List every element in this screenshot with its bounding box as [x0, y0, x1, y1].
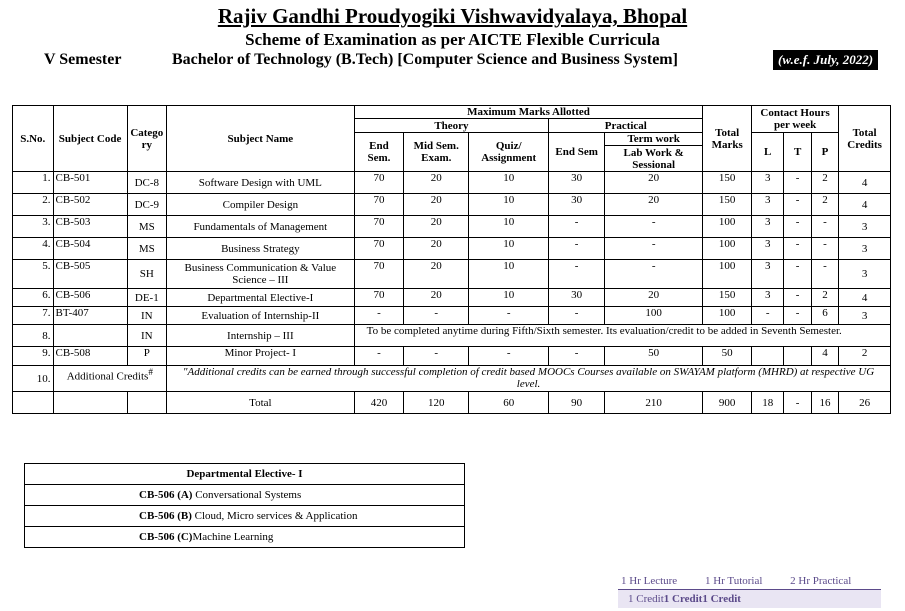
cell-quiz: 10 [469, 238, 549, 260]
cell-end-sem: 70 [354, 194, 404, 216]
legend-lecture: 1 Hr Lecture [621, 575, 678, 587]
cell-end-sem: - [354, 307, 404, 325]
wef-badge: (w.e.f. July, 2022) [773, 50, 878, 70]
cell-category: IN [127, 325, 167, 347]
cell-mid-sem: 20 [404, 260, 469, 289]
table-row [13, 194, 891, 216]
col-sno: S.No. [13, 106, 54, 172]
col-theory: Theory [354, 119, 549, 133]
elective-name: Cloud, Micro services & Application [191, 510, 358, 522]
cell-t: - [784, 307, 811, 325]
university-title: Rajiv Gandhi Proudyogiki Vishwavidyalaya, Bhopal [217, 4, 688, 28]
cell-p: 2 [811, 289, 838, 307]
cell-credits: 4 [839, 194, 891, 216]
cell-credits: 4 [839, 289, 891, 307]
cell-total-marks: 100 [703, 238, 752, 260]
cell-category: P [127, 347, 167, 366]
cell-code: CB-506 [53, 289, 127, 307]
additional-credits-text: Additional Credits [66, 370, 149, 383]
cell-t [784, 347, 811, 366]
table-row [13, 289, 891, 307]
total-practical-end-sem: 90 [549, 392, 605, 414]
cell-sno: 5. [13, 260, 54, 289]
cell-end-sem: 70 [354, 172, 404, 194]
cell-quiz: 10 [469, 260, 549, 289]
cell-lab-work: 50 [605, 347, 703, 366]
cell-p: 4 [811, 347, 838, 366]
cell-t: - [784, 216, 811, 238]
cell-l: 3 [752, 172, 784, 194]
cell-practical-end-sem: - [549, 347, 605, 366]
cell-end-sem: 70 [354, 289, 404, 307]
internship-note: To be completed anytime during Fifth/Sixth semester. Its evaluation/credit to be added in Seventh Semester. [354, 325, 890, 347]
col-mid-sem: Mid Sem. Exam. [404, 133, 469, 172]
cell-category: SH [127, 260, 167, 289]
cell-quiz: 10 [469, 194, 549, 216]
cell-total-marks: 150 [703, 172, 752, 194]
col-subject-name: Subject Name [167, 106, 355, 172]
cell-quiz: 10 [469, 289, 549, 307]
cell-l: 3 [752, 194, 784, 216]
col-contact-hours: Contact Hours per week [752, 106, 839, 133]
cell-p: 2 [811, 194, 838, 216]
col-category: Catego ry [127, 106, 167, 172]
cell-code: CB-503 [53, 216, 127, 238]
table-row [13, 307, 891, 325]
cell-total-marks: 100 [703, 216, 752, 238]
cell-l: 3 [752, 216, 784, 238]
cell-p: - [811, 216, 838, 238]
cell-practical-end-sem: - [549, 216, 605, 238]
cell-end-sem: 70 [354, 216, 404, 238]
cell-sno: 8. [13, 325, 54, 347]
cell-subject-name: Compiler Design [167, 194, 355, 216]
cell-subject-name: Evaluation of Internship-II [167, 307, 355, 325]
scheme-title: Scheme of Examination as per AICTE Flexible Curricula [245, 30, 660, 49]
col-code: Subject Code [53, 106, 127, 172]
col-practical: Practical [549, 119, 703, 133]
credit-legend [618, 575, 881, 610]
cell-credits: 4 [839, 172, 891, 194]
table-row [13, 216, 891, 238]
cell-category: MS [127, 216, 167, 238]
cell-subject-name: Software Design with UML [167, 172, 355, 194]
subject-rows [13, 172, 891, 325]
cell-practical-end-sem: 30 [549, 172, 605, 194]
cell-total-marks: 50 [703, 347, 752, 366]
cell-quiz: 10 [469, 216, 549, 238]
cell-t: - [784, 260, 811, 289]
cell-end-sem: 70 [354, 260, 404, 289]
col-quiz: Quiz/ Assignment [469, 133, 549, 172]
legend-practical: 2 Hr Practical [790, 575, 852, 587]
cell-p: - [811, 260, 838, 289]
cell-lab-work: 20 [605, 289, 703, 307]
cell-lab-work: - [605, 216, 703, 238]
cell-sno: 3. [13, 216, 54, 238]
cell-practical-end-sem: - [549, 307, 605, 325]
legend-credit-1: 1 Credit [628, 593, 664, 605]
cell-l: - [752, 307, 784, 325]
cell-practical-end-sem: 30 [549, 194, 605, 216]
col-t: T [784, 133, 811, 172]
cell-subject-name: Departmental Elective-I [167, 289, 355, 307]
cell-mid-sem: 20 [404, 289, 469, 307]
cell-total-marks: 100 [703, 307, 752, 325]
col-total-credits: Total Credits [839, 106, 891, 172]
cell-code: CB-502 [53, 194, 127, 216]
total-label: Total [167, 392, 355, 414]
table-row [13, 238, 891, 260]
cell-credits: 2 [839, 347, 891, 366]
total-marks: 900 [703, 392, 752, 414]
cell-sno: 2. [13, 194, 54, 216]
cell-mid-sem: 20 [404, 172, 469, 194]
cell-sno: 9. [13, 347, 54, 366]
cell-code [53, 325, 127, 347]
cell-lab-work: 20 [605, 172, 703, 194]
cell-end-sem: - [354, 347, 404, 366]
col-total-marks: Total Marks [703, 106, 752, 172]
total-t: - [784, 392, 811, 414]
total-quiz: 60 [469, 392, 549, 414]
cell-subject-name: Minor Project- I [167, 347, 355, 366]
cell-code: CB-508 [53, 347, 127, 366]
semester-label: V Semester [44, 51, 122, 68]
cell-code: CB-504 [53, 238, 127, 260]
cell-empty [53, 392, 127, 414]
total-l: 18 [752, 392, 784, 414]
cell-end-sem: 70 [354, 238, 404, 260]
cell-t: - [784, 289, 811, 307]
elective-name: Conversational Systems [192, 489, 302, 501]
cell-t: - [784, 238, 811, 260]
cell-lab-work: 100 [605, 307, 703, 325]
cell-category: DE-1 [127, 289, 167, 307]
cell-mid-sem: 20 [404, 238, 469, 260]
cell-sno: 7. [13, 307, 54, 325]
total-lab-work: 210 [605, 392, 703, 414]
cell-lab-work: - [605, 260, 703, 289]
cell-practical-end-sem: - [549, 238, 605, 260]
cell-code: BT-407 [53, 307, 127, 325]
table-row-minor-project [13, 347, 891, 366]
legend-credit-3: 1 Credit [702, 593, 741, 605]
cell-p: 6 [811, 307, 838, 325]
col-term-work: Term work [605, 133, 703, 146]
cell-category: MS [127, 238, 167, 260]
cell-practical-end-sem: - [549, 260, 605, 289]
cell-p: 2 [811, 172, 838, 194]
cell-total-marks: 100 [703, 260, 752, 289]
cell-empty [13, 392, 54, 414]
table-row [13, 260, 891, 289]
cell-total-marks: 150 [703, 194, 752, 216]
cell-subject-name: Internship – III [167, 325, 355, 347]
additional-credits-label [53, 366, 167, 392]
cell-category: IN [127, 307, 167, 325]
col-max-marks: Maximum Marks Allotted [354, 106, 703, 119]
cell-empty [127, 392, 167, 414]
cell-code: CB-505 [53, 260, 127, 289]
cell-mid-sem: 20 [404, 194, 469, 216]
scheme-table [12, 105, 891, 414]
elective-item [25, 527, 465, 548]
elective-title: Departmental Elective- I [25, 464, 465, 485]
elective-code: CB-506 (B) [139, 510, 192, 522]
table-row-additional-credits [13, 366, 891, 392]
col-lab-work: Lab Work & Sessional [605, 146, 703, 172]
cell-category: DC-9 [127, 194, 167, 216]
cell-lab-work: 20 [605, 194, 703, 216]
col-l: L [752, 133, 784, 172]
elective-item [25, 485, 465, 506]
cell-sno: 1. [13, 172, 54, 194]
cell-credits: 3 [839, 238, 891, 260]
elective-table [24, 463, 465, 548]
cell-credits: 3 [839, 260, 891, 289]
elective-name: Machine Learning [192, 531, 274, 543]
col-practical-end-sem: End Sem [549, 133, 605, 172]
table-row [13, 172, 891, 194]
legend-tutorial: 1 Hr Tutorial [704, 575, 763, 587]
cell-lab-work: - [605, 238, 703, 260]
total-p: 16 [811, 392, 838, 414]
cell-quiz: - [469, 347, 549, 366]
cell-subject-name: Business Strategy [167, 238, 355, 260]
legend-credit-2: 1 Credit [663, 593, 703, 605]
table-row-internship [13, 325, 891, 347]
cell-mid-sem: 20 [404, 216, 469, 238]
cell-l: 3 [752, 260, 784, 289]
cell-p: - [811, 238, 838, 260]
total-credits: 26 [839, 392, 891, 414]
cell-l: 3 [752, 238, 784, 260]
cell-sno: 6. [13, 289, 54, 307]
cell-quiz: 10 [469, 172, 549, 194]
cell-l [752, 347, 784, 366]
col-p: P [811, 133, 838, 172]
cell-category: DC-8 [127, 172, 167, 194]
cell-mid-sem: - [404, 347, 469, 366]
cell-sno: 4. [13, 238, 54, 260]
table-row-total [13, 392, 891, 414]
total-mid-sem: 120 [404, 392, 469, 414]
cell-quiz: - [469, 307, 549, 325]
total-end-sem: 420 [354, 392, 404, 414]
cell-t: - [784, 194, 811, 216]
cell-subject-name: Business Communication & Value Science – III [167, 260, 355, 289]
cell-l: 3 [752, 289, 784, 307]
cell-credits: 3 [839, 216, 891, 238]
cell-code: CB-501 [53, 172, 127, 194]
additional-credits-sup: # [148, 367, 153, 377]
elective-code: CB-506 (C) [139, 531, 193, 543]
cell-t: - [784, 172, 811, 194]
program-title: Bachelor of Technology (B.Tech) [Computer Science and Business System] [172, 51, 678, 68]
additional-credits-note: "Additional credits can be earned through successful completion of credit based MOOCs Courses available on SWAYAM platform (MHRD) at respective UG level. [167, 366, 891, 392]
cell-credits: 3 [839, 307, 891, 325]
elective-code: CB-506 (A) [139, 489, 193, 501]
cell-subject-name: Fundamentals of Management [167, 216, 355, 238]
cell-sno: 10. [13, 366, 54, 392]
elective-item [25, 506, 465, 527]
cell-total-marks: 150 [703, 289, 752, 307]
cell-practical-end-sem: 30 [549, 289, 605, 307]
cell-mid-sem: - [404, 307, 469, 325]
col-end-sem: End Sem. [354, 133, 404, 172]
